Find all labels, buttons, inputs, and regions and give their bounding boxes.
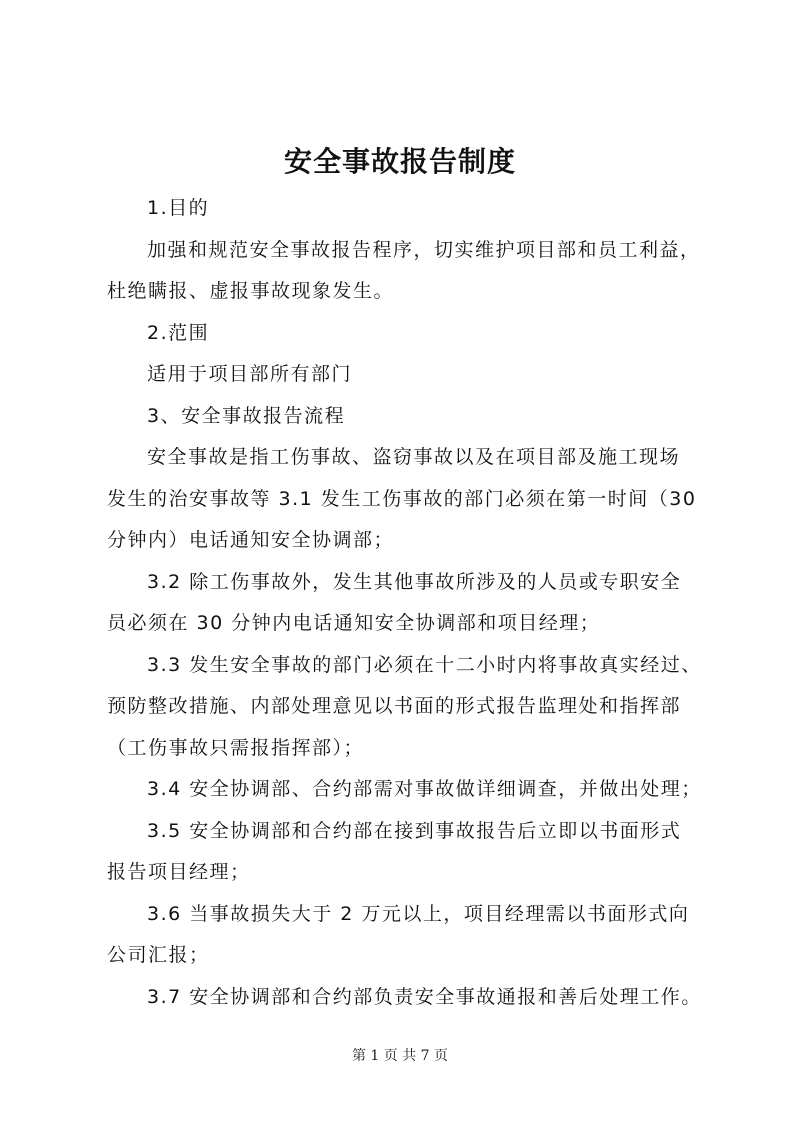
paragraph xyxy=(107,396,707,438)
text-line: 分钟内）电话通知安全协调部； xyxy=(107,529,395,551)
document-title: 安全事故报告制度 xyxy=(283,145,516,178)
paragraph xyxy=(107,313,707,355)
text-line: 预防整改措施、内部处理意见以书面的形式报告监理处和指挥部 xyxy=(107,695,682,717)
paragraph xyxy=(107,188,707,230)
text-line: 发生的治安事故等 3.1 发生工伤事故的部门必须在第一时间（30 xyxy=(107,487,697,510)
paragraph xyxy=(107,562,707,645)
text-line: 1.目的 xyxy=(147,197,210,219)
text-line: 加强和规范安全事故报告程序，切实维护项目部和员工利益， xyxy=(147,238,701,261)
text-line: 3.3 发生安全事故的部门必须在十二小时内将事故真实经过、 xyxy=(147,653,702,676)
paragraph xyxy=(107,354,707,396)
paragraph xyxy=(107,230,707,313)
text-line: 3.2 除工伤事故外，发生其他事故所涉及的人员或专职安全 xyxy=(147,570,682,593)
paragraph xyxy=(107,894,707,977)
text-line: （工伤事故只需报指挥部）； xyxy=(107,736,365,759)
page-number-footer: 第 1 页 共 7 页 xyxy=(351,1048,449,1064)
paragraph xyxy=(107,437,707,562)
text-line: 员必须在 30 分钟内电话通知安全协调部和项目经理； xyxy=(107,612,601,634)
text-line: 适用于项目部所有部门 xyxy=(147,363,353,385)
paragraph xyxy=(107,811,707,894)
text-line: 2.范围 xyxy=(147,321,210,344)
text-line: 公司汇报； xyxy=(107,944,210,966)
text-line: 3.5 安全协调部和合约部在接到事故报告后立即以书面形式 xyxy=(147,819,682,842)
paragraph xyxy=(107,769,707,811)
paragraph xyxy=(107,645,707,770)
text-line: 3.6 当事故损失大于 2 万元以上，项目经理需以书面形式向 xyxy=(147,902,690,925)
text-line: 3.4 安全协调部、合约部需对事故做详细调查，并做出处理； xyxy=(147,778,702,800)
text-line: 报告项目经理； xyxy=(107,861,251,883)
text-line: 安全事故是指工伤事故、盗窃事故以及在项目部及施工现场 xyxy=(147,446,681,468)
text-line: 3.7 安全协调部和合约部负责安全事故通报和善后处理工作。 xyxy=(147,985,702,1008)
document-body xyxy=(107,188,707,1018)
text-line: 杜绝瞒报、虚报事故现象发生。 xyxy=(107,280,395,302)
text-line: 3、安全事故报告流程 xyxy=(147,404,346,427)
paragraph xyxy=(107,977,707,1019)
